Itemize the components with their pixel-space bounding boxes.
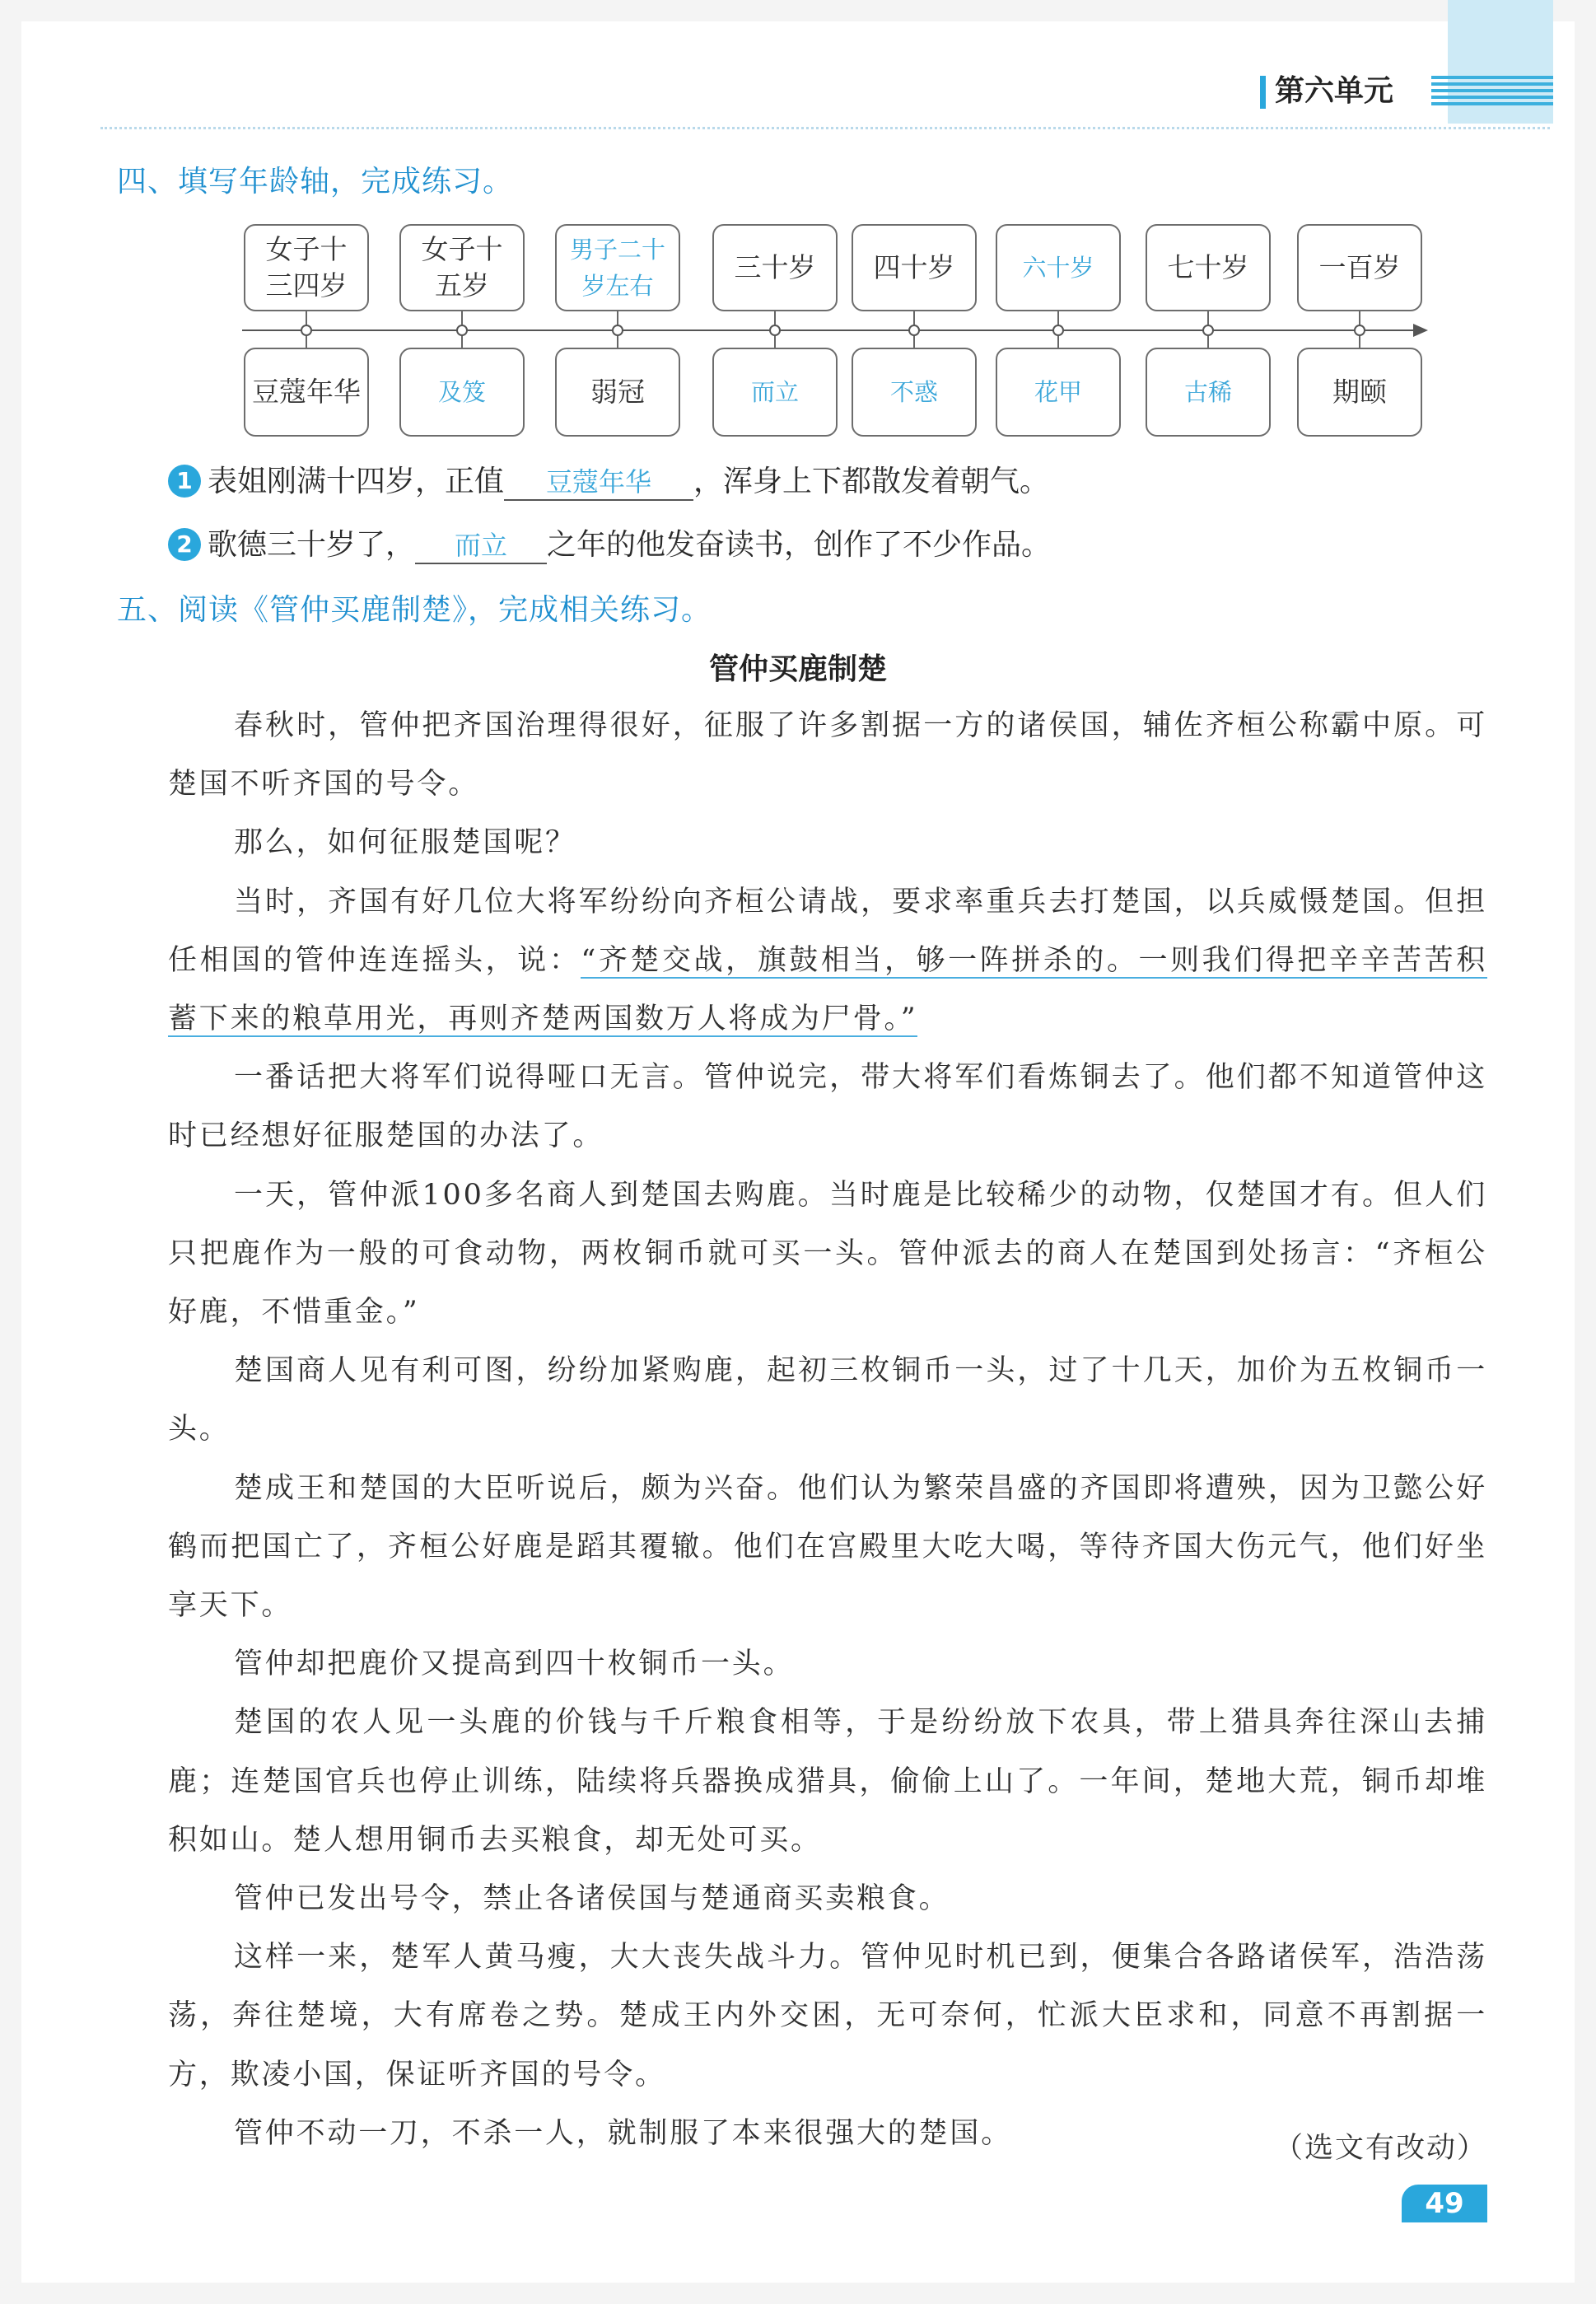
- answer-blank[interactable]: 而立: [415, 528, 547, 564]
- unit-title: 第六单元: [1275, 74, 1394, 108]
- header-divider: [100, 127, 1550, 129]
- timeline-node: [1202, 325, 1214, 336]
- source-note: （选文有改动）: [1273, 2132, 1487, 2165]
- paragraph: 楚国的农人见一头鹿的价钱与千斤粮食相等，于是纷纷放下农具，带上猎具奔往深山去捕鹿；连楚国官兵也停止训练，陆续将兵器换成猎具，偷偷上山了。一年间，楚地大荒，铜币却堆积如山。楚人想用铜币去买粮食，却无处可买。: [168, 1706, 1487, 1857]
- question-text-after: 之年的他发奋读书，创作了不少作品。: [547, 528, 1052, 562]
- article-body: [168, 697, 1487, 2163]
- bottom-box-1: 豆蔻年华: [244, 348, 369, 437]
- question-number: 2: [168, 528, 201, 561]
- bottom-box-2[interactable]: 及笈: [399, 348, 525, 437]
- top-box-8: 一百岁: [1297, 224, 1422, 311]
- paragraph: 楚成王和楚国的大臣听说后，颇为兴奋。他们认为繁荣昌盛的齐国即将遭殃，因为卫懿公好鹤而把国亡了，齐桓公好鹿是蹈其覆辙。他们在宫殿里大吃大喝，等待齐国大伤元气，他们好坐享天下。: [168, 1471, 1487, 1623]
- paragraph: 管仲不动一刀，不杀一人，就制服了本来很强大的楚国。: [234, 2116, 1013, 2150]
- answer-blank[interactable]: 豆蔻年华: [504, 465, 693, 501]
- top-box-7: 七十岁: [1146, 224, 1271, 311]
- question-1: [168, 461, 1049, 502]
- unit-marker: [1260, 76, 1266, 109]
- unit-stripes: [1431, 76, 1553, 109]
- bottom-box-8: 期颐: [1297, 348, 1422, 437]
- paragraph: 管仲已发出号令，禁止各诸侯国与楚通商买卖粮食。: [234, 1882, 950, 1916]
- top-box-1: 女子十 三四岁: [244, 224, 369, 311]
- article-title: 管仲买鹿制楚: [708, 652, 887, 686]
- timeline-axis: [242, 329, 1420, 331]
- bottom-box-3: 弱冠: [555, 348, 680, 437]
- underlined-quote: “齐楚交战，旗鼓相当，够一阵拼杀的。一则我们得把辛辛苦苦积蓄下来的粮草用光，再则齐楚两国数万人将成为尸骨。”: [168, 943, 1487, 1036]
- top-box-6[interactable]: 六十岁: [996, 224, 1121, 311]
- question-text-after: ，浑身上下都散发着朝气。: [693, 465, 1050, 498]
- paragraph: 一番话把大将军们说得哑口无言。管仲说完，带大将军们看炼铜去了。他们都不知道管仲这时已经想好征服楚国的办法了。: [168, 1061, 1487, 1153]
- top-box-2: 女子十 五岁: [399, 224, 525, 311]
- bottom-box-6[interactable]: 花甲: [996, 348, 1121, 437]
- paragraph: 楚国商人见有利可图，纷纷加紧购鹿，起初三枚铜币一头，过了十几天，加价为五枚铜币一头。: [168, 1354, 1487, 1446]
- question-text-before: 歌德三十岁了，: [208, 528, 416, 562]
- paragraph: 春秋时，管仲把齐国治理得很好，征服了许多割据一方的诸侯国，辅佐齐桓公称霸中原。可楚国不听齐国的号令。: [168, 709, 1487, 801]
- timeline-node: [1354, 325, 1365, 336]
- paragraph: 一天，管仲派100多名商人到楚国去购鹿。当时鹿是比较稀少的动物，仅楚国才有。但人们只把鹿作为一般的可食动物，两枚铜币就可买一头。管仲派去的商人在楚国到处扬言：“齐桓公好鹿，不惜重金。”: [168, 1178, 1487, 1330]
- top-box-5: 四十岁: [852, 224, 977, 311]
- bottom-box-4[interactable]: 而立: [712, 348, 838, 437]
- timeline-node: [612, 325, 623, 336]
- paragraph: [168, 873, 1487, 1049]
- section5-heading: 五、阅读《管仲买鹿制楚》，完成相关练习。: [117, 593, 712, 627]
- top-box-3[interactable]: 男子二十 岁左右: [555, 224, 680, 311]
- timeline-node: [301, 325, 312, 336]
- question-2: [168, 525, 1051, 566]
- question-text-before: 表姐刚满十四岁，正值: [208, 465, 505, 498]
- timeline-node: [1052, 325, 1064, 336]
- paragraph: 这样一来，楚军人黄马瘦，大大丧失战斗力。管仲见时机已到，便集合各路诸侯军，浩浩荡荡，奔往楚境，大有席卷之势。楚成王内外交困，无可奈何，忙派大臣求和，同意不再割据一方，欺凌小国，保证听齐国的号令。: [168, 1941, 1487, 2091]
- bottom-box-7[interactable]: 古稀: [1146, 348, 1271, 437]
- timeline-node: [456, 325, 468, 336]
- timeline-node: [769, 325, 781, 336]
- top-box-4: 三十岁: [712, 224, 838, 311]
- paragraph-text: 当时，齐国有好几位大将军纷纷向齐桓公请战，要求率重兵去打楚国，以兵威慑楚国。但担任相国的管仲连连摇头，说：: [168, 885, 1487, 977]
- paragraph: 管仲却把鹿价又提高到四十枚铜币一头。: [234, 1647, 795, 1681]
- question-number: 1: [168, 465, 201, 498]
- timeline-node: [908, 325, 920, 336]
- bottom-box-5[interactable]: 不惑: [852, 348, 977, 437]
- paragraph: 那么，如何征服楚国呢？: [234, 826, 576, 860]
- page-number: 49: [1402, 2185, 1487, 2222]
- timeline-arrowhead: [1413, 324, 1428, 337]
- section4-heading: 四、填写年龄轴，完成练习。: [117, 165, 514, 199]
